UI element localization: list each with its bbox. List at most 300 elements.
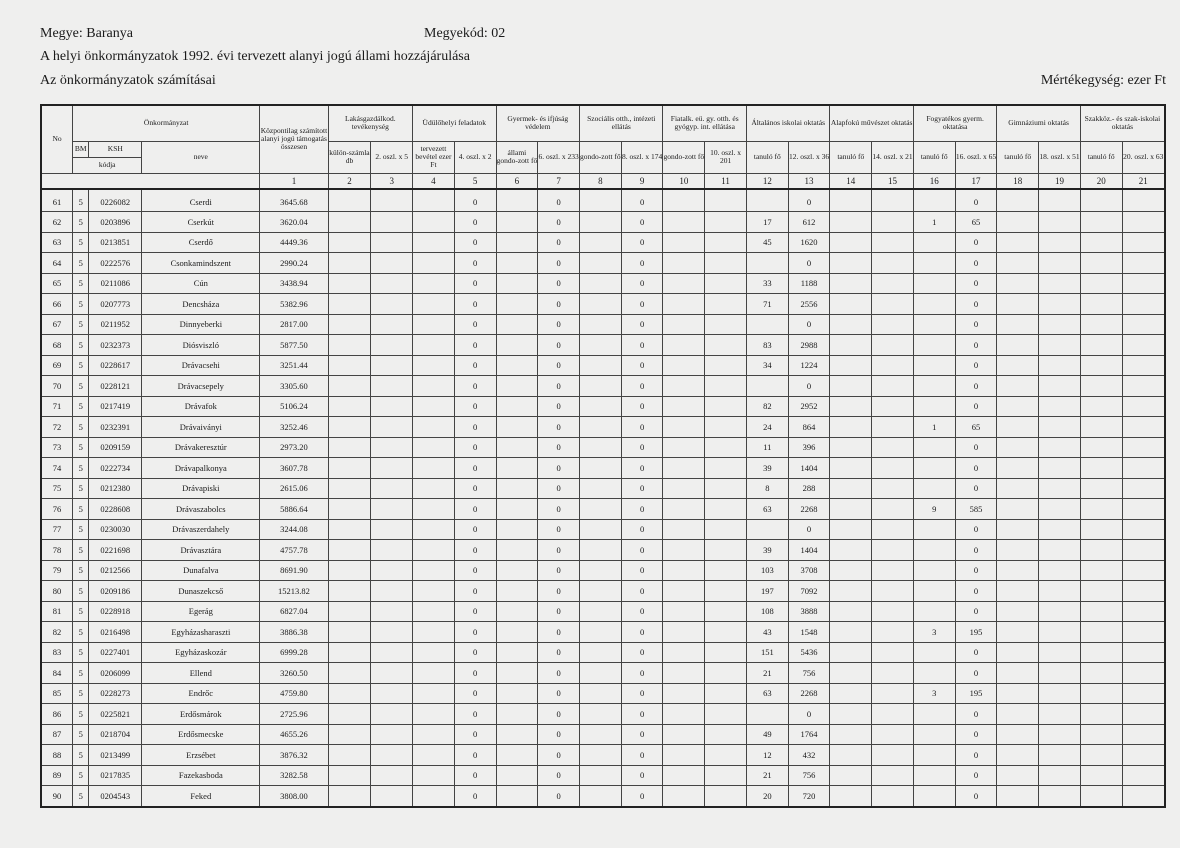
value-cell-col-20 — [1080, 601, 1122, 622]
value-cell-col-10 — [663, 437, 705, 458]
value-cell-col-8 — [580, 786, 622, 807]
value-cell-col-13: 2268 — [788, 683, 830, 704]
total-support: 3438.94 — [260, 273, 328, 294]
value-cell-col-14 — [830, 560, 872, 581]
row-number: 90 — [41, 786, 73, 807]
bm-code: 5 — [73, 376, 89, 397]
value-cell-col-21 — [1122, 683, 1165, 704]
value-cell-col-18 — [997, 253, 1039, 274]
total-support: 3620.04 — [260, 212, 328, 233]
value-cell-col-20 — [1080, 212, 1122, 233]
value-cell-col-2 — [328, 314, 371, 335]
municipality-name: Dencsháza — [142, 294, 260, 315]
value-cell-col-6 — [496, 540, 538, 561]
value-cell-col-7: 0 — [538, 335, 580, 356]
value-cell-col-8 — [580, 417, 622, 438]
value-cell-col-14 — [830, 294, 872, 315]
value-cell-col-10 — [663, 683, 705, 704]
value-cell-col-15 — [872, 314, 914, 335]
value-cell-col-16 — [913, 458, 955, 479]
value-cell-col-11 — [705, 314, 747, 335]
value-cell-col-7: 0 — [538, 189, 580, 212]
value-cell-col-14 — [830, 683, 872, 704]
col-number: 3 — [371, 173, 413, 189]
value-cell-col-18 — [997, 560, 1039, 581]
value-cell-col-3 — [371, 519, 413, 540]
value-cell-col-21 — [1122, 232, 1165, 253]
value-cell-col-13: 2556 — [788, 294, 830, 315]
ksh-code: 0207773 — [89, 294, 142, 315]
value-cell-col-15 — [872, 499, 914, 520]
value-cell-col-5: 0 — [454, 273, 496, 294]
value-cell-col-12: 21 — [746, 765, 788, 786]
value-cell-col-9: 0 — [621, 601, 663, 622]
value-cell-col-17: 0 — [955, 396, 997, 417]
value-cell-col-7: 0 — [538, 745, 580, 766]
total-support: 3886.38 — [260, 622, 328, 643]
value-cell-col-14 — [830, 519, 872, 540]
value-cell-col-20 — [1080, 478, 1122, 499]
value-cell-col-21 — [1122, 437, 1165, 458]
ksh-code: 0206099 — [89, 663, 142, 684]
value-cell-col-12: 197 — [746, 581, 788, 602]
value-cell-col-7: 0 — [538, 560, 580, 581]
value-cell-col-17: 0 — [955, 478, 997, 499]
value-cell-col-3 — [371, 540, 413, 561]
row-number: 75 — [41, 478, 73, 499]
value-cell-col-12: 43 — [746, 622, 788, 643]
value-cell-col-3 — [371, 622, 413, 643]
bm-code: 5 — [73, 335, 89, 356]
col-group-title: Gimnáziumi oktatás — [997, 105, 1080, 141]
value-cell-col-8 — [580, 458, 622, 479]
col-header-total: Központilag számított alanyi jogú támogatás összesen — [260, 105, 328, 173]
county-label: Megye: Baranya — [40, 26, 133, 41]
value-cell-col-4 — [413, 519, 455, 540]
value-cell-col-12: 83 — [746, 335, 788, 356]
value-cell-col-9: 0 — [621, 581, 663, 602]
col-sub-header: állami gondo-zott fő — [496, 141, 538, 173]
table-row — [41, 335, 1165, 356]
value-cell-col-14 — [830, 437, 872, 458]
value-cell-col-3 — [371, 560, 413, 581]
value-cell-col-16 — [913, 663, 955, 684]
value-cell-col-9: 0 — [621, 396, 663, 417]
value-cell-col-12: 11 — [746, 437, 788, 458]
ksh-code: 0204543 — [89, 786, 142, 807]
unit-label: Mértékegység: ezer Ft — [1040, 73, 1166, 88]
value-cell-col-21 — [1122, 396, 1165, 417]
total-support: 6827.04 — [260, 601, 328, 622]
value-cell-col-3 — [371, 765, 413, 786]
col-number: 5 — [454, 173, 496, 189]
value-cell-col-11 — [705, 212, 747, 233]
value-cell-col-6 — [496, 683, 538, 704]
value-cell-col-6 — [496, 273, 538, 294]
ksh-code: 0222734 — [89, 458, 142, 479]
value-cell-col-11 — [705, 765, 747, 786]
col-group-title: Szakköz.- és szak-iskolai oktatás — [1080, 105, 1165, 141]
value-cell-col-3 — [371, 724, 413, 745]
bm-code: 5 — [73, 724, 89, 745]
value-cell-col-13: 1188 — [788, 273, 830, 294]
col-sub-header: 2. oszl. x 5 — [371, 141, 413, 173]
value-cell-col-10 — [663, 581, 705, 602]
value-cell-col-4 — [413, 458, 455, 479]
value-cell-col-9: 0 — [621, 458, 663, 479]
municipality-name: Cserdő — [142, 232, 260, 253]
row-number: 67 — [41, 314, 73, 335]
value-cell-col-6 — [496, 294, 538, 315]
value-cell-col-2 — [328, 622, 371, 643]
value-cell-col-6 — [496, 314, 538, 335]
value-cell-col-10 — [663, 294, 705, 315]
value-cell-col-12: 63 — [746, 499, 788, 520]
value-cell-col-8 — [580, 273, 622, 294]
ksh-code: 0228617 — [89, 355, 142, 376]
value-cell-col-4 — [413, 601, 455, 622]
col-group-title: Szociális otth., intézeti ellátás — [580, 105, 663, 141]
value-cell-col-13: 1548 — [788, 622, 830, 643]
ksh-code: 0228608 — [89, 499, 142, 520]
value-cell-col-21 — [1122, 478, 1165, 499]
value-cell-col-14 — [830, 232, 872, 253]
value-cell-col-11 — [705, 189, 747, 212]
value-cell-col-16 — [913, 273, 955, 294]
municipality-name: Erdősmecske — [142, 724, 260, 745]
value-cell-col-2 — [328, 396, 371, 417]
value-cell-col-14 — [830, 724, 872, 745]
value-cell-col-7: 0 — [538, 294, 580, 315]
value-cell-col-2 — [328, 745, 371, 766]
col-header-kodja: kódja — [73, 157, 142, 173]
value-cell-col-5: 0 — [454, 622, 496, 643]
value-cell-col-14 — [830, 765, 872, 786]
municipality-name: Drávaszabolcs — [142, 499, 260, 520]
value-cell-col-7: 0 — [538, 212, 580, 233]
value-cell-col-5: 0 — [454, 765, 496, 786]
value-cell-col-16 — [913, 437, 955, 458]
value-cell-col-16: 1 — [913, 417, 955, 438]
bm-code: 5 — [73, 560, 89, 581]
value-cell-col-5: 0 — [454, 663, 496, 684]
municipality-name: Drávasztára — [142, 540, 260, 561]
total-support: 3607.78 — [260, 458, 328, 479]
col-group-title: Lakásgazdálkod. tevékenység — [328, 105, 413, 141]
row-number: 78 — [41, 540, 73, 561]
value-cell-col-17: 0 — [955, 560, 997, 581]
table-row — [41, 683, 1165, 704]
value-cell-col-10 — [663, 478, 705, 499]
value-cell-col-8 — [580, 704, 622, 725]
value-cell-col-20 — [1080, 273, 1122, 294]
value-cell-col-20 — [1080, 232, 1122, 253]
value-cell-col-18 — [997, 232, 1039, 253]
value-cell-col-8 — [580, 396, 622, 417]
municipality-name: Drávaszerdahely — [142, 519, 260, 540]
value-cell-col-12: 21 — [746, 663, 788, 684]
value-cell-col-18 — [997, 294, 1039, 315]
value-cell-col-6 — [496, 437, 538, 458]
municipality-name: Erdősmárok — [142, 704, 260, 725]
value-cell-col-17: 0 — [955, 704, 997, 725]
value-cell-col-13: 0 — [788, 314, 830, 335]
value-cell-col-8 — [580, 519, 622, 540]
col-group-title: Alapfokú művészet oktatás — [830, 105, 913, 141]
value-cell-col-6 — [496, 499, 538, 520]
value-cell-col-16 — [913, 232, 955, 253]
table-row — [41, 376, 1165, 397]
value-cell-col-4 — [413, 355, 455, 376]
value-cell-col-11 — [705, 396, 747, 417]
col-number: 13 — [788, 173, 830, 189]
value-cell-col-20 — [1080, 642, 1122, 663]
value-cell-col-11 — [705, 478, 747, 499]
document-subtitle: Az önkormányzatok számításai — [40, 73, 216, 88]
value-cell-col-19 — [1039, 232, 1081, 253]
value-cell-col-10 — [663, 189, 705, 212]
table-row — [41, 601, 1165, 622]
value-cell-col-21 — [1122, 724, 1165, 745]
col-group-title: Gyermek- és ifjúság védelem — [496, 105, 579, 141]
col-header-ksh: KSH — [89, 141, 142, 157]
value-cell-col-3 — [371, 499, 413, 520]
value-cell-col-2 — [328, 642, 371, 663]
value-cell-col-5: 0 — [454, 294, 496, 315]
col-number: 8 — [580, 173, 622, 189]
col-number: 1 — [260, 173, 328, 189]
value-cell-col-15 — [872, 581, 914, 602]
row-number: 65 — [41, 273, 73, 294]
ksh-code: 0226082 — [89, 189, 142, 212]
value-cell-col-10 — [663, 724, 705, 745]
value-cell-col-18 — [997, 314, 1039, 335]
value-cell-col-2 — [328, 560, 371, 581]
value-cell-col-8 — [580, 294, 622, 315]
value-cell-col-11 — [705, 704, 747, 725]
value-cell-col-6 — [496, 189, 538, 212]
value-cell-col-12: 8 — [746, 478, 788, 499]
value-cell-col-5: 0 — [454, 642, 496, 663]
col-sub-header: 18. oszl. x 51 — [1039, 141, 1081, 173]
col-number: 11 — [705, 173, 747, 189]
value-cell-col-3 — [371, 745, 413, 766]
value-cell-col-5: 0 — [454, 417, 496, 438]
value-cell-col-19 — [1039, 519, 1081, 540]
total-support: 3244.08 — [260, 519, 328, 540]
value-cell-col-8 — [580, 765, 622, 786]
value-cell-col-5: 0 — [454, 232, 496, 253]
value-cell-col-7: 0 — [538, 601, 580, 622]
value-cell-col-4 — [413, 376, 455, 397]
value-cell-col-2 — [328, 417, 371, 438]
value-cell-col-19 — [1039, 581, 1081, 602]
value-cell-col-15 — [872, 335, 914, 356]
table-row — [41, 581, 1165, 602]
value-cell-col-2 — [328, 519, 371, 540]
value-cell-col-10 — [663, 622, 705, 643]
col-group-title: Fogyatékos gyerm. oktatása — [913, 105, 996, 141]
value-cell-col-17: 0 — [955, 765, 997, 786]
municipality-name: Feked — [142, 786, 260, 807]
value-cell-col-16 — [913, 253, 955, 274]
value-cell-col-5: 0 — [454, 458, 496, 479]
value-cell-col-2 — [328, 437, 371, 458]
bm-code: 5 — [73, 642, 89, 663]
value-cell-col-16 — [913, 519, 955, 540]
value-cell-col-10 — [663, 417, 705, 438]
col-sub-header: tanuló fő — [746, 141, 788, 173]
value-cell-col-21 — [1122, 622, 1165, 643]
value-cell-col-7: 0 — [538, 314, 580, 335]
value-cell-col-15 — [872, 437, 914, 458]
value-cell-col-17: 0 — [955, 601, 997, 622]
col-number: 19 — [1039, 173, 1081, 189]
value-cell-col-5: 0 — [454, 724, 496, 745]
value-cell-col-2 — [328, 212, 371, 233]
col-group-title: Üdülőhelyi feladatok — [413, 105, 496, 141]
col-number: 21 — [1122, 173, 1165, 189]
value-cell-col-7: 0 — [538, 396, 580, 417]
value-cell-col-8 — [580, 212, 622, 233]
value-cell-col-20 — [1080, 724, 1122, 745]
value-cell-col-8 — [580, 189, 622, 212]
row-number: 64 — [41, 253, 73, 274]
value-cell-col-11 — [705, 642, 747, 663]
value-cell-col-17: 0 — [955, 540, 997, 561]
table-row — [41, 724, 1165, 745]
value-cell-col-7: 0 — [538, 724, 580, 745]
ksh-code: 0218704 — [89, 724, 142, 745]
value-cell-col-18 — [997, 642, 1039, 663]
value-cell-col-4 — [413, 765, 455, 786]
value-cell-col-4 — [413, 683, 455, 704]
bm-code: 5 — [73, 786, 89, 807]
value-cell-col-17: 0 — [955, 724, 997, 745]
value-cell-col-9: 0 — [621, 560, 663, 581]
value-cell-col-21 — [1122, 519, 1165, 540]
value-cell-col-4 — [413, 560, 455, 581]
value-cell-col-21 — [1122, 540, 1165, 561]
ksh-code: 0209159 — [89, 437, 142, 458]
value-cell-col-21 — [1122, 314, 1165, 335]
value-cell-col-17: 0 — [955, 189, 997, 212]
value-cell-col-4 — [413, 622, 455, 643]
value-cell-col-7: 0 — [538, 519, 580, 540]
value-cell-col-2 — [328, 335, 371, 356]
ksh-code: 0232391 — [89, 417, 142, 438]
row-number: 81 — [41, 601, 73, 622]
data-table — [40, 104, 1166, 808]
value-cell-col-16 — [913, 478, 955, 499]
value-cell-col-17: 585 — [955, 499, 997, 520]
municipality-name: Cserdi — [142, 189, 260, 212]
value-cell-col-16 — [913, 704, 955, 725]
value-cell-col-10 — [663, 314, 705, 335]
value-cell-col-16 — [913, 189, 955, 212]
value-cell-col-5: 0 — [454, 376, 496, 397]
value-cell-col-19 — [1039, 704, 1081, 725]
value-cell-col-8 — [580, 232, 622, 253]
value-cell-col-20 — [1080, 417, 1122, 438]
value-cell-col-12: 39 — [746, 458, 788, 479]
value-cell-col-16 — [913, 765, 955, 786]
row-number: 88 — [41, 745, 73, 766]
value-cell-col-13: 3708 — [788, 560, 830, 581]
value-cell-col-12: 39 — [746, 540, 788, 561]
col-number: 20 — [1080, 173, 1122, 189]
value-cell-col-4 — [413, 745, 455, 766]
table-row — [41, 663, 1165, 684]
value-cell-col-2 — [328, 581, 371, 602]
col-number: 15 — [872, 173, 914, 189]
value-cell-col-12 — [746, 376, 788, 397]
value-cell-col-21 — [1122, 253, 1165, 274]
value-cell-col-15 — [872, 273, 914, 294]
bm-code: 5 — [73, 663, 89, 684]
value-cell-col-18 — [997, 458, 1039, 479]
value-cell-col-14 — [830, 540, 872, 561]
value-cell-col-8 — [580, 355, 622, 376]
value-cell-col-2 — [328, 253, 371, 274]
value-cell-col-3 — [371, 376, 413, 397]
col-sub-header: tervezett bevétel ezer Ft — [413, 141, 455, 173]
value-cell-col-3 — [371, 581, 413, 602]
total-support: 3260.50 — [260, 663, 328, 684]
value-cell-col-3 — [371, 786, 413, 807]
ksh-code: 0211952 — [89, 314, 142, 335]
value-cell-col-16 — [913, 786, 955, 807]
value-cell-col-19 — [1039, 478, 1081, 499]
value-cell-col-17: 0 — [955, 376, 997, 397]
value-cell-col-14 — [830, 189, 872, 212]
total-support: 5382.96 — [260, 294, 328, 315]
value-cell-col-4 — [413, 581, 455, 602]
value-cell-col-16 — [913, 560, 955, 581]
col-sub-header: gondo-zott fő — [663, 141, 705, 173]
value-cell-col-4 — [413, 232, 455, 253]
value-cell-col-12: 17 — [746, 212, 788, 233]
value-cell-col-19 — [1039, 437, 1081, 458]
value-cell-col-4 — [413, 786, 455, 807]
ksh-code: 0203896 — [89, 212, 142, 233]
bm-code: 5 — [73, 622, 89, 643]
value-cell-col-9: 0 — [621, 273, 663, 294]
municipality-name: Endrőc — [142, 683, 260, 704]
value-cell-col-4 — [413, 314, 455, 335]
value-cell-col-7: 0 — [538, 704, 580, 725]
col-number: 2 — [328, 173, 371, 189]
document-title: A helyi önkormányzatok 1992. évi tervezett alanyi jogú állami hozzájárulása — [40, 49, 470, 64]
value-cell-col-13: 1404 — [788, 540, 830, 561]
value-cell-col-21 — [1122, 458, 1165, 479]
value-cell-col-6 — [496, 786, 538, 807]
value-cell-col-17: 0 — [955, 519, 997, 540]
value-cell-col-19 — [1039, 642, 1081, 663]
municipality-name: Drávafok — [142, 396, 260, 417]
total-support: 15213.82 — [260, 581, 328, 602]
value-cell-col-21 — [1122, 601, 1165, 622]
value-cell-col-3 — [371, 478, 413, 499]
value-cell-col-21 — [1122, 417, 1165, 438]
value-cell-col-12: 20 — [746, 786, 788, 807]
value-cell-col-19 — [1039, 417, 1081, 438]
municipality-name: Diósviszló — [142, 335, 260, 356]
total-support: 2615.06 — [260, 478, 328, 499]
value-cell-col-5: 0 — [454, 581, 496, 602]
value-cell-col-17: 0 — [955, 294, 997, 315]
value-cell-col-16 — [913, 745, 955, 766]
